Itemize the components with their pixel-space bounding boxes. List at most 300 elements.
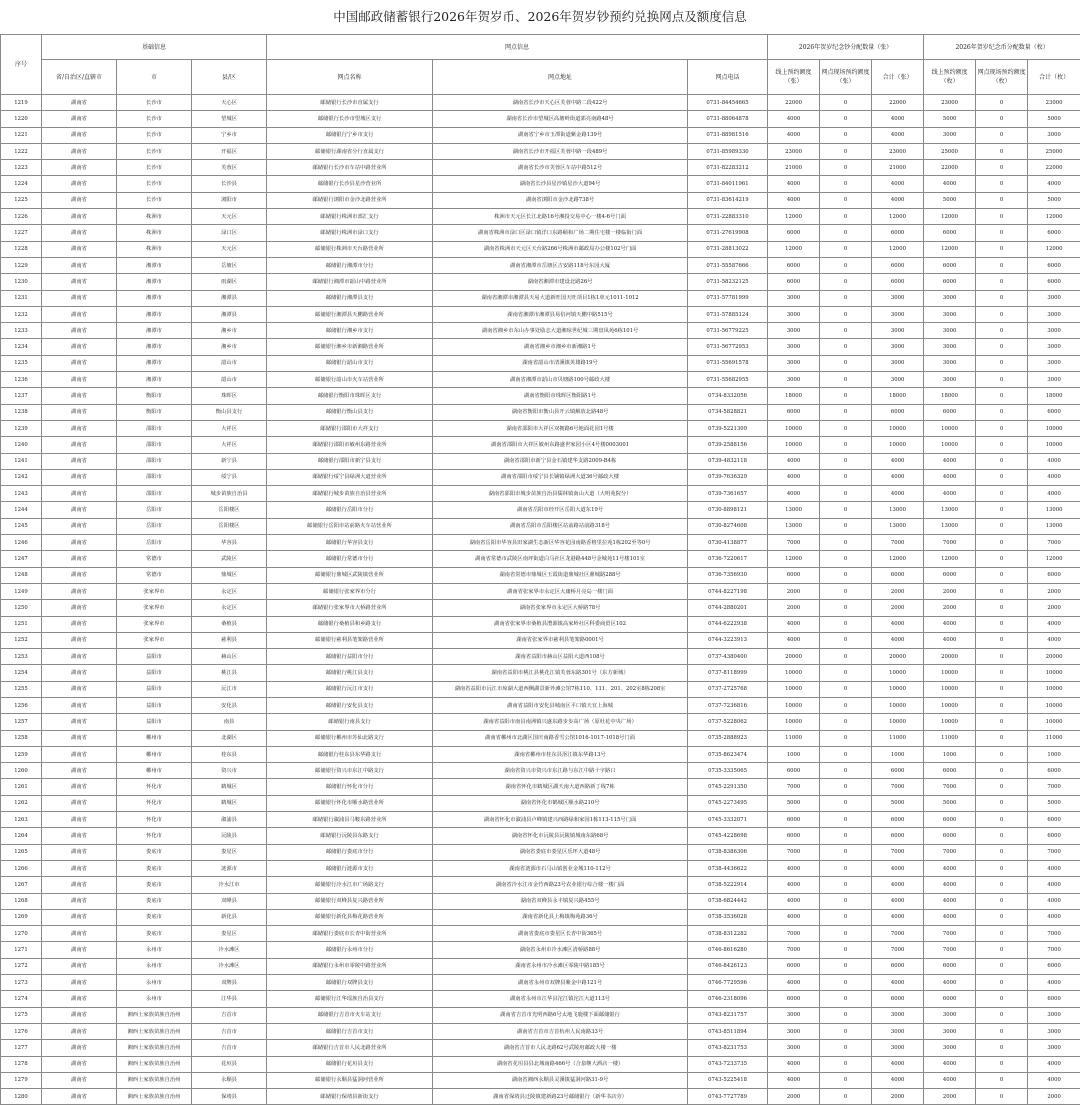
note-total-cell: 4000 — [872, 111, 924, 127]
seq-cell: 1269 — [1, 909, 42, 925]
note-total-cell: 7000 — [872, 779, 924, 795]
phone-cell: 0731-55587666 — [688, 257, 768, 273]
coin-online-cell: 3000 — [924, 1023, 976, 1039]
note-total-cell: 12000 — [872, 551, 924, 567]
address-cell: 湖南省怀化市溆浦县卢峰镇建兴西路绿和家园1栋113-115号门面 — [433, 812, 688, 828]
county-cell: 冷水滩区 — [192, 942, 267, 958]
phone-cell: 0730-8274608 — [688, 518, 768, 534]
seq-cell: 1253 — [1, 649, 42, 665]
branch-name-cell: 邮储银行株洲市天台路营业所 — [267, 241, 433, 257]
city-cell: 湘西土家族苗族自治州 — [117, 1007, 192, 1023]
county-cell: 湘潭县 — [192, 306, 267, 322]
table-row — [1, 600, 1080, 616]
note-total-cell: 3000 — [872, 323, 924, 339]
address-cell: 湖南省益阳市桃江县桃花江镇芙蓉东路301号（东方新城） — [433, 665, 688, 681]
note-onsite-cell: 0 — [820, 355, 872, 371]
county-cell: 城步苗族自治县 — [192, 486, 267, 502]
note-total-cell: 3000 — [872, 339, 924, 355]
note-total-cell: 7000 — [872, 942, 924, 958]
branch-name-cell: 邮储银行湘潭县支行 — [267, 290, 433, 306]
branch-name-cell: 邮储银行韶山市支行 — [267, 355, 433, 371]
coin-online-cell: 10000 — [924, 681, 976, 697]
seq-cell: 1226 — [1, 209, 42, 225]
branch-name-cell: 邮储银行衡山县支行 — [267, 404, 433, 420]
coin-total-cell: 3000 — [1028, 372, 1080, 388]
coin-onsite-cell: 0 — [976, 127, 1028, 143]
coin-onsite-cell: 0 — [976, 909, 1028, 925]
coin-online-cell: 12000 — [924, 209, 976, 225]
coin-online-cell: 10000 — [924, 420, 976, 436]
coin-onsite-cell: 0 — [976, 420, 1028, 436]
phone-cell: 0744-6222938 — [688, 616, 768, 632]
branch-name-cell: 邮储银行娄底市分行 — [267, 844, 433, 860]
county-cell: 涟源市 — [192, 860, 267, 876]
note-total-cell: 4000 — [872, 469, 924, 485]
city-cell: 常德市 — [117, 567, 192, 583]
city-cell: 长沙市 — [117, 127, 192, 143]
note-total-cell: 6000 — [872, 274, 924, 290]
coin-online-cell: 4000 — [924, 453, 976, 469]
coin-onsite-cell: 0 — [976, 746, 1028, 762]
city-cell: 长沙市 — [117, 176, 192, 192]
table-row — [1, 241, 1080, 257]
phone-cell: 0738-5222914 — [688, 877, 768, 893]
county-cell: 浏阳市 — [192, 192, 267, 208]
coin-online-cell: 4000 — [924, 616, 976, 632]
city-cell: 益阳市 — [117, 665, 192, 681]
coin-onsite-cell: 0 — [976, 795, 1028, 811]
branch-name-cell: 邮储银行安化县支行 — [267, 697, 433, 713]
seq-cell: 1237 — [1, 388, 42, 404]
county-cell: 岳塘区 — [192, 257, 267, 273]
header-note-online: 线上预约额度（张） — [768, 60, 820, 95]
seq-cell: 1232 — [1, 306, 42, 322]
note-total-cell: 6000 — [872, 991, 924, 1007]
seq-cell: 1219 — [1, 95, 42, 111]
address-cell: 湖南省湘潭市建设北路26号 — [433, 274, 688, 290]
note-online-cell: 7000 — [768, 535, 820, 551]
coin-total-cell: 7000 — [1028, 779, 1080, 795]
address-cell: 株洲市天元区长江北路16号湘投交易中心一楼4-6号门面 — [433, 209, 688, 225]
coin-total-cell: 25000 — [1028, 143, 1080, 159]
branch-name-cell: 邮储银行永州市分行 — [267, 942, 433, 958]
phone-cell: 0745-4228698 — [688, 828, 768, 844]
phone-cell: 0746-2318096 — [688, 991, 768, 1007]
table-row — [1, 1056, 1080, 1072]
coin-onsite-cell: 0 — [976, 404, 1028, 420]
address-cell: 湖南省长沙县星沙镇星沙大道94号 — [433, 176, 688, 192]
coin-onsite-cell: 0 — [976, 209, 1028, 225]
coin-onsite-cell: 0 — [976, 697, 1028, 713]
address-cell: 湖南省宁乡市玉潭街道紫金路139号 — [433, 127, 688, 143]
city-cell: 湘潭市 — [117, 257, 192, 273]
seq-cell: 1274 — [1, 991, 42, 1007]
address-cell: 湖南省常德市鼎城区玉霞街道鼎城社区鼎城路288号 — [433, 567, 688, 583]
branch-name-cell: 邮储银行绥宁县绿洲大道营业所 — [267, 469, 433, 485]
address-cell: 湖南省益阳市南县南洲镇兴盛东路步步高广场（原杜花中央广场） — [433, 714, 688, 730]
coin-onsite-cell: 0 — [976, 176, 1028, 192]
header-note-onsite: 网点现场预约额度（张） — [820, 60, 872, 95]
note-onsite-cell: 0 — [820, 1007, 872, 1023]
county-cell: 桑植县 — [192, 616, 267, 632]
coin-total-cell: 7000 — [1028, 942, 1080, 958]
phone-cell: 0739-5221309 — [688, 420, 768, 436]
table-row — [1, 355, 1080, 371]
coin-onsite-cell: 0 — [976, 160, 1028, 176]
coin-total-cell: 10000 — [1028, 697, 1080, 713]
phone-cell: 0739-7361657 — [688, 486, 768, 502]
note-onsite-cell: 0 — [820, 975, 872, 991]
note-total-cell: 11000 — [872, 730, 924, 746]
county-cell: 吉首市 — [192, 1023, 267, 1039]
coin-total-cell: 6000 — [1028, 404, 1080, 420]
county-cell: 南县 — [192, 714, 267, 730]
note-online-cell: 6000 — [768, 274, 820, 290]
coin-total-cell: 4000 — [1028, 909, 1080, 925]
table-row — [1, 942, 1080, 958]
header-county: 县/区 — [192, 60, 267, 95]
county-cell: 湘乡市 — [192, 339, 267, 355]
coin-onsite-cell: 0 — [976, 649, 1028, 665]
note-online-cell: 3000 — [768, 1040, 820, 1056]
note-online-cell: 3000 — [768, 339, 820, 355]
county-cell: 永定区 — [192, 600, 267, 616]
city-cell: 怀化市 — [117, 779, 192, 795]
address-cell: 湖南省吉首市光明西路6号太地飞鹿楼下面邮储银行 — [433, 1007, 688, 1023]
coin-online-cell: 4000 — [924, 1072, 976, 1088]
note-total-cell: 4000 — [872, 893, 924, 909]
note-total-cell: 3000 — [872, 290, 924, 306]
address-cell: 湖南省永州市江华县沱江镇沱江大道113号 — [433, 991, 688, 1007]
table-row — [1, 763, 1080, 779]
note-onsite-cell: 0 — [820, 616, 872, 632]
coin-online-cell: 3000 — [924, 290, 976, 306]
note-onsite-cell: 0 — [820, 746, 872, 762]
county-cell: 安化县 — [192, 697, 267, 713]
province-cell: 湖南省 — [42, 730, 117, 746]
province-cell: 湖南省 — [42, 469, 117, 485]
address-cell: 湖南省保靖县迁陵镇建新路23号邮储银行（新华书店旁） — [433, 1089, 688, 1105]
county-cell: 资兴市 — [192, 763, 267, 779]
city-cell: 邵阳市 — [117, 420, 192, 436]
city-cell: 娄底市 — [117, 877, 192, 893]
table-row — [1, 339, 1080, 355]
seq-cell: 1272 — [1, 958, 42, 974]
note-total-cell: 6000 — [872, 225, 924, 241]
seq-cell: 1243 — [1, 486, 42, 502]
coin-online-cell: 4000 — [924, 1056, 976, 1072]
seq-cell: 1277 — [1, 1040, 42, 1056]
coin-onsite-cell: 0 — [976, 665, 1028, 681]
note-total-cell: 22000 — [872, 95, 924, 111]
county-cell: 武陵区 — [192, 551, 267, 567]
note-total-cell: 6000 — [872, 828, 924, 844]
coin-online-cell: 10000 — [924, 437, 976, 453]
table-row — [1, 909, 1080, 925]
note-onsite-cell: 0 — [820, 909, 872, 925]
coin-total-cell: 2000 — [1028, 600, 1080, 616]
seq-cell: 1260 — [1, 763, 42, 779]
coin-online-cell: 3000 — [924, 339, 976, 355]
phone-cell: 0731-27619908 — [688, 225, 768, 241]
county-cell: 宁乡市 — [192, 127, 267, 143]
table-row — [1, 209, 1080, 225]
seq-cell: 1231 — [1, 290, 42, 306]
address-cell: 湖南省邵阳市大祥区双拥路6号地面花园1号楼 — [433, 420, 688, 436]
header-coin-allocation: 2026年贺岁纪念币分配数量（枚） — [924, 35, 1080, 60]
seq-cell: 1251 — [1, 616, 42, 632]
table-row — [1, 111, 1080, 127]
note-total-cell: 3000 — [872, 1007, 924, 1023]
branch-name-cell: 邮储银行吉首市支行 — [267, 1023, 433, 1039]
address-cell: 湖南省长沙市开福区芙蓉中路一段489号 — [433, 143, 688, 159]
coin-onsite-cell: 0 — [976, 763, 1028, 779]
coin-onsite-cell: 0 — [976, 1089, 1028, 1105]
seq-cell: 1221 — [1, 127, 42, 143]
table-row — [1, 1089, 1080, 1105]
phone-cell: 0731-84011961 — [688, 176, 768, 192]
table-row — [1, 143, 1080, 159]
city-cell: 怀化市 — [117, 795, 192, 811]
province-cell: 湖南省 — [42, 225, 117, 241]
coin-onsite-cell: 0 — [976, 1007, 1028, 1023]
seq-cell: 1256 — [1, 697, 42, 713]
address-cell: 湖南省湘乡市东山办事处励志大道湘琼世纪城三期盘凤苑6栋101号 — [433, 323, 688, 339]
note-online-cell: 4000 — [768, 1056, 820, 1072]
phone-cell: 0738-8312282 — [688, 926, 768, 942]
county-cell: 衡山县支行 — [192, 404, 267, 420]
county-cell: 湘乡市 — [192, 323, 267, 339]
address-cell: 湖南省郴州市北湖区国庆南路香雪公馆1016-1017-1018号门面 — [433, 730, 688, 746]
table-row — [1, 420, 1080, 436]
city-cell: 张家界市 — [117, 616, 192, 632]
note-online-cell: 21000 — [768, 160, 820, 176]
note-onsite-cell: 0 — [820, 518, 872, 534]
coin-onsite-cell: 0 — [976, 975, 1028, 991]
note-online-cell: 1000 — [768, 746, 820, 762]
county-cell: 鹤城区 — [192, 795, 267, 811]
city-cell: 益阳市 — [117, 697, 192, 713]
note-online-cell: 6000 — [768, 225, 820, 241]
province-cell: 湖南省 — [42, 844, 117, 860]
coin-online-cell: 7000 — [924, 844, 976, 860]
table-row — [1, 290, 1080, 306]
province-cell: 湖南省 — [42, 600, 117, 616]
coin-total-cell: 3000 — [1028, 355, 1080, 371]
city-cell: 娄底市 — [117, 926, 192, 942]
coin-total-cell: 5000 — [1028, 111, 1080, 127]
city-cell: 湘西土家族苗族自治州 — [117, 1040, 192, 1056]
city-cell: 湘西土家族苗族自治州 — [117, 1089, 192, 1105]
coin-total-cell: 4000 — [1028, 176, 1080, 192]
coin-online-cell: 6000 — [924, 225, 976, 241]
seq-cell: 1225 — [1, 192, 42, 208]
note-total-cell: 4000 — [872, 975, 924, 991]
coin-onsite-cell: 0 — [976, 257, 1028, 273]
note-onsite-cell: 0 — [820, 111, 872, 127]
coin-total-cell: 20000 — [1028, 649, 1080, 665]
address-cell: 湖南省永州市双牌县紫金中路121号 — [433, 975, 688, 991]
branch-name-cell: 邮储银行邵阳市新宁县支行 — [267, 453, 433, 469]
coin-online-cell: 3000 — [924, 355, 976, 371]
note-total-cell: 5000 — [872, 795, 924, 811]
city-cell: 长沙市 — [117, 111, 192, 127]
phone-cell: 0746-7729596 — [688, 975, 768, 991]
note-online-cell: 3000 — [768, 323, 820, 339]
coin-onsite-cell: 0 — [976, 926, 1028, 942]
seq-cell: 1235 — [1, 355, 42, 371]
note-onsite-cell: 0 — [820, 535, 872, 551]
coin-online-cell: 4000 — [924, 860, 976, 876]
city-cell: 岳阳市 — [117, 535, 192, 551]
coin-total-cell: 4000 — [1028, 893, 1080, 909]
seq-cell: 1257 — [1, 714, 42, 730]
phone-cell: 0731-57885124 — [688, 306, 768, 322]
coin-online-cell: 22000 — [924, 160, 976, 176]
note-online-cell: 4000 — [768, 860, 820, 876]
county-cell: 岳阳楼区 — [192, 518, 267, 534]
address-cell: 湖南省株洲市天元区天台路266号株洲市邮政局办公楼102号门面 — [433, 241, 688, 257]
phone-cell: 0739-7636329 — [688, 469, 768, 485]
note-onsite-cell: 0 — [820, 697, 872, 713]
province-cell: 湖南省 — [42, 991, 117, 1007]
province-cell: 湖南省 — [42, 420, 117, 436]
coin-online-cell: 4000 — [924, 469, 976, 485]
coin-total-cell: 4000 — [1028, 877, 1080, 893]
coin-online-cell: 7000 — [924, 926, 976, 942]
seq-cell: 1242 — [1, 469, 42, 485]
county-cell: 桃江县 — [192, 665, 267, 681]
note-onsite-cell: 0 — [820, 795, 872, 811]
seq-cell: 1250 — [1, 600, 42, 616]
coin-online-cell: 6000 — [924, 991, 976, 1007]
city-cell: 株洲市 — [117, 225, 192, 241]
coin-total-cell: 10000 — [1028, 665, 1080, 681]
note-onsite-cell: 0 — [820, 779, 872, 795]
note-total-cell: 10000 — [872, 420, 924, 436]
note-total-cell: 10000 — [872, 697, 924, 713]
province-cell: 湖南省 — [42, 535, 117, 551]
coin-total-cell: 5000 — [1028, 192, 1080, 208]
coin-total-cell: 3000 — [1028, 1023, 1080, 1039]
note-total-cell: 13000 — [872, 518, 924, 534]
province-cell: 湖南省 — [42, 893, 117, 909]
branch-name-cell: 邮储银行湘潭县天鹏路营业所 — [267, 306, 433, 322]
coin-total-cell: 3000 — [1028, 290, 1080, 306]
seq-cell: 1271 — [1, 942, 42, 958]
branch-name-cell: 邮储银行南县支行 — [267, 714, 433, 730]
county-cell: 冷水江市 — [192, 877, 267, 893]
province-cell: 湖南省 — [42, 127, 117, 143]
address-cell: 湖南省湘西永顺县灵溪镇猛洞河路31-9号 — [433, 1072, 688, 1088]
note-onsite-cell: 0 — [820, 290, 872, 306]
address-cell: 湖南省长沙市芙蓉区车站中路512号 — [433, 160, 688, 176]
province-cell: 湖南省 — [42, 926, 117, 942]
table-row — [1, 926, 1080, 942]
note-total-cell: 12000 — [872, 209, 924, 225]
phone-cell: 0731-55682955 — [688, 372, 768, 388]
note-onsite-cell: 0 — [820, 926, 872, 942]
address-cell: 湖南省娄底市娄星区长青中街365号 — [433, 926, 688, 942]
address-cell: 湖南省衡阳市衡山县开云镇解放北路48号 — [433, 404, 688, 420]
table-row — [1, 1072, 1080, 1088]
seq-cell: 1270 — [1, 926, 42, 942]
province-cell: 湖南省 — [42, 290, 117, 306]
city-cell: 湘潭市 — [117, 355, 192, 371]
coin-online-cell: 2000 — [924, 583, 976, 599]
coin-total-cell: 1000 — [1028, 746, 1080, 762]
branch-name-cell: 邮储银行株洲市部汇支行 — [267, 209, 433, 225]
county-cell: 大祥区 — [192, 437, 267, 453]
seq-cell: 1223 — [1, 160, 42, 176]
branch-name-cell: 邮储银行岳阳市分行 — [267, 502, 433, 518]
coin-onsite-cell: 0 — [976, 551, 1028, 567]
note-onsite-cell: 0 — [820, 437, 872, 453]
phone-cell: 0738-8386306 — [688, 844, 768, 860]
note-onsite-cell: 0 — [820, 583, 872, 599]
table-row — [1, 323, 1080, 339]
county-cell: 桂东县 — [192, 746, 267, 762]
table-row — [1, 795, 1080, 811]
note-online-cell: 2000 — [768, 1089, 820, 1105]
city-cell: 永州市 — [117, 942, 192, 958]
note-online-cell: 4000 — [768, 453, 820, 469]
province-cell: 湖南省 — [42, 616, 117, 632]
county-cell: 永定区 — [192, 583, 267, 599]
address-cell: 湖南省怀化市鹤城区顺水路210号 — [433, 795, 688, 811]
note-total-cell: 2000 — [872, 583, 924, 599]
coin-onsite-cell: 0 — [976, 274, 1028, 290]
coin-online-cell: 6000 — [924, 812, 976, 828]
note-online-cell: 4000 — [768, 176, 820, 192]
seq-cell: 1279 — [1, 1072, 42, 1088]
note-total-cell: 4000 — [872, 127, 924, 143]
city-cell: 邵阳市 — [117, 437, 192, 453]
province-cell: 湖南省 — [42, 551, 117, 567]
note-total-cell: 2000 — [872, 600, 924, 616]
province-cell: 湖南省 — [42, 828, 117, 844]
coin-onsite-cell: 0 — [976, 535, 1028, 551]
branch-name-cell: 邮储银行涟源市支行 — [267, 860, 433, 876]
table-row — [1, 1007, 1080, 1023]
table-row — [1, 828, 1080, 844]
coin-onsite-cell: 0 — [976, 1040, 1028, 1056]
seq-cell: 1240 — [1, 437, 42, 453]
table-row — [1, 1023, 1080, 1039]
coin-online-cell: 3000 — [924, 372, 976, 388]
coin-online-cell: 4000 — [924, 176, 976, 192]
city-cell: 湘潭市 — [117, 323, 192, 339]
county-cell: 娄星区 — [192, 844, 267, 860]
table-row — [1, 225, 1080, 241]
note-total-cell: 6000 — [872, 567, 924, 583]
phone-cell: 0737-5228062 — [688, 714, 768, 730]
branch-name-cell: 邮储银行永州市零陵中路营业所 — [267, 958, 433, 974]
note-total-cell: 7000 — [872, 926, 924, 942]
coin-total-cell: 18000 — [1028, 388, 1080, 404]
province-cell: 湖南省 — [42, 1007, 117, 1023]
coin-total-cell: 2000 — [1028, 1089, 1080, 1105]
phone-cell: 0731-56772953 — [688, 339, 768, 355]
address-cell: 湖南省怀化市鹤城区湖天南大道西路新丁线7栋 — [433, 779, 688, 795]
city-cell: 长沙市 — [117, 192, 192, 208]
note-total-cell: 3000 — [872, 1040, 924, 1056]
table-body — [1, 95, 1080, 1105]
phone-cell: 0735-3335065 — [688, 763, 768, 779]
note-onsite-cell: 0 — [820, 160, 872, 176]
note-online-cell: 10000 — [768, 681, 820, 697]
phone-cell: 0744-2880201 — [688, 600, 768, 616]
